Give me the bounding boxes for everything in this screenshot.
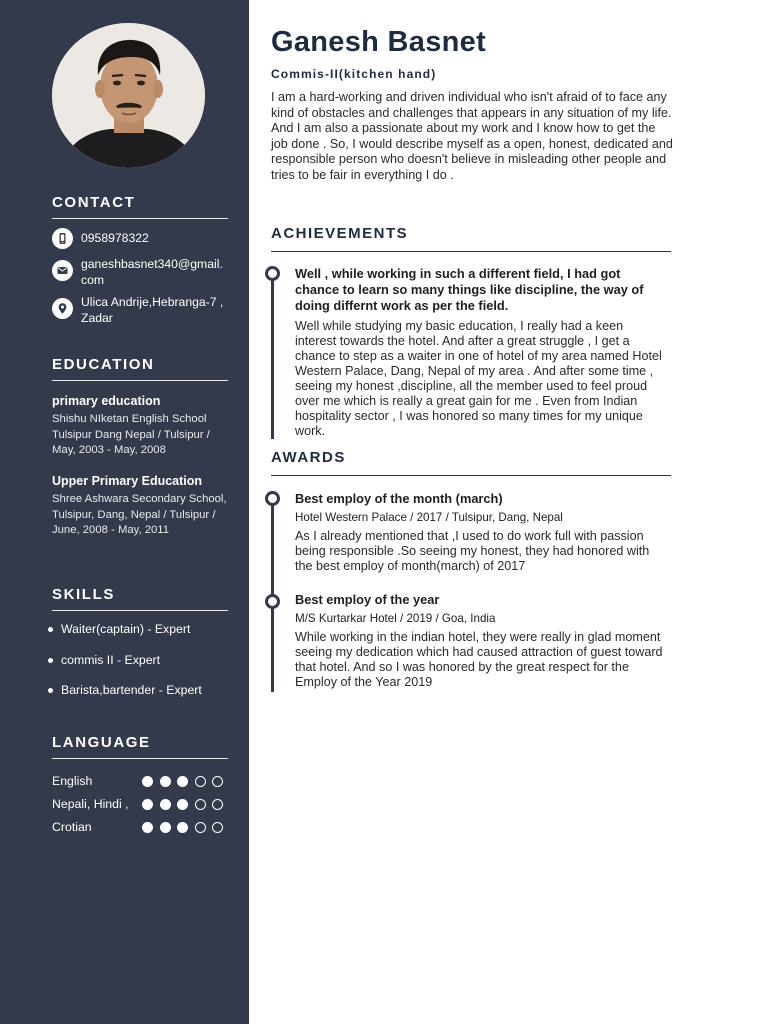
level-dot-empty-icon xyxy=(212,822,223,833)
level-dot-filled-icon xyxy=(160,776,171,787)
skill-label: Barista,bartender - Expert xyxy=(61,683,202,697)
awards-heading: AWARDS xyxy=(271,449,671,476)
language-level xyxy=(142,822,230,833)
language-section xyxy=(52,734,228,834)
skill-item xyxy=(48,622,190,636)
education-heading: EDUCATION xyxy=(52,356,228,381)
phone-icon xyxy=(52,228,73,249)
timeline-line xyxy=(271,494,274,692)
award-item xyxy=(295,592,667,690)
timeline-circle-icon xyxy=(265,266,280,281)
address-text: Ulica Andrije,Hebranga-7 , Zadar xyxy=(81,295,224,325)
contact-email xyxy=(52,256,228,288)
phone-number[interactable]: 0958978322 xyxy=(81,231,149,245)
level-dot-empty-icon xyxy=(212,776,223,787)
bullet-icon xyxy=(48,658,53,663)
language-name: English xyxy=(52,774,93,788)
award-title: Best employ of the month (march) xyxy=(295,491,503,506)
skills-section xyxy=(52,586,228,697)
education-item-detail: Shishu NIketan English School Tulsipur Dang Nepal / Tulsipur / May, 2003 - May, 2008 xyxy=(52,413,210,457)
language-row xyxy=(52,820,228,836)
award-description: While working in the indian hotel, they were really in glad moment seeing my dedication which had caused attraction of guest toward that hotel. And so I was honored by the great respect for the Employ of the Year 2019 xyxy=(295,629,663,689)
contact-phone xyxy=(52,228,228,249)
portrait-image xyxy=(52,23,205,168)
person-name: Ganesh Basnet xyxy=(271,26,487,58)
level-dot-empty-icon xyxy=(195,822,206,833)
language-row xyxy=(52,797,228,813)
contact-address xyxy=(52,294,228,326)
level-dot-filled-icon xyxy=(160,822,171,833)
bullet-icon xyxy=(48,688,53,693)
level-dot-filled-icon xyxy=(142,799,153,810)
bullet-icon xyxy=(48,627,53,632)
contact-section xyxy=(52,194,228,325)
level-dot-filled-icon xyxy=(142,776,153,787)
profile-summary: I am a hard-working and driven individual who isn't afraid of to face any kind of obstacles and challenges that appears in any situation of my life. And I am also a passionate about my work and I know how to get the job done . So, I would describe myself as a open, honest, dedicated and responsible person who doesn't believe in misleading other people and tries to be fair in everything I do . xyxy=(271,90,673,182)
contact-heading: CONTACT xyxy=(52,194,228,219)
education-section xyxy=(52,356,228,537)
level-dot-filled-icon xyxy=(177,822,188,833)
achievement-title: Well , while working in such a different field, I had got chance to learn so many things like discipline, the way of doing differnt work as per the field. xyxy=(295,266,644,313)
skill-label: Waiter(captain) - Expert xyxy=(61,622,191,636)
education-item-title: primary education xyxy=(52,394,161,408)
level-dot-filled-icon xyxy=(177,776,188,787)
education-item-detail: Shree Ashwara Secondary School, Tulsipur, Dang, Nepal / Tulsipur / June, 2008 - May, 2011 xyxy=(52,493,227,537)
job-title: Commis-II(kitchen hand) xyxy=(271,67,437,81)
level-dot-empty-icon xyxy=(212,799,223,810)
award-subtitle: Hotel Western Palace / 2017 / Tulsipur, Dang, Nepal xyxy=(295,510,563,524)
education-item-title: Upper Primary Education xyxy=(52,474,203,488)
level-dot-filled-icon xyxy=(142,822,153,833)
language-level xyxy=(142,776,230,787)
level-dot-empty-icon xyxy=(195,776,206,787)
skills-heading: SKILLS xyxy=(52,586,228,611)
mail-icon xyxy=(52,260,73,281)
level-dot-filled-icon xyxy=(160,799,171,810)
education-item xyxy=(52,474,228,539)
language-name: Nepali, Hindi , xyxy=(52,797,129,811)
language-row xyxy=(52,774,228,790)
award-description: As I already mentioned that ,I used to do work full with passion being responsible .So seeing my honest, they had honored with the best employ of month(march) of 2017 xyxy=(295,528,650,573)
email-address[interactable]: ganeshbasnet340@gmail.com xyxy=(81,257,223,287)
achievements-heading: ACHIEVEMENTS xyxy=(271,225,671,252)
timeline-line xyxy=(271,271,274,439)
profile-photo xyxy=(52,23,205,168)
timeline-circle-icon xyxy=(265,491,280,506)
language-heading: LANGUAGE xyxy=(52,734,228,759)
language-name: Crotian xyxy=(52,820,92,834)
timeline-circle-icon xyxy=(265,594,280,609)
achievement-item xyxy=(295,266,667,439)
skill-label: commis II - Expert xyxy=(61,653,161,667)
education-item xyxy=(52,394,228,459)
award-title: Best employ of the year xyxy=(295,592,440,607)
level-dot-filled-icon xyxy=(177,799,188,810)
location-pin-icon xyxy=(52,298,73,319)
skill-item xyxy=(48,683,202,697)
skill-item xyxy=(48,653,160,667)
achievement-description: Well while studying my basic education, I really had a keen interest towards the hotel. And after a great struggle , I get a chance to step as a waiter in one of hotel of my area named Hotel Western Palace, Dang, Nepal of my area . And after some time , seeing my honest ,discipline, all the member used to feel proud over me which is really a great gain for me . Even from Indian hospitality sector , I was honored so many times for my unique work. xyxy=(295,319,662,439)
award-item xyxy=(295,491,667,574)
sidebar xyxy=(0,0,249,1024)
level-dot-empty-icon xyxy=(195,799,206,810)
award-subtitle: M/S Kurtarkar Hotel / 2019 / Goa, India xyxy=(295,611,496,625)
language-level xyxy=(142,799,230,810)
